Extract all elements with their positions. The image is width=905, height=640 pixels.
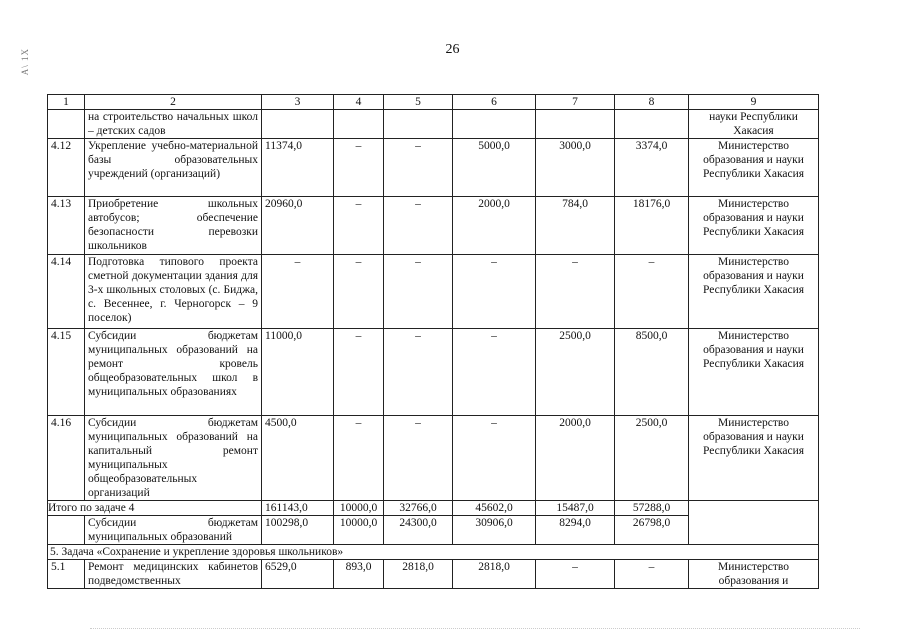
cell-y5: 3374,0 — [615, 139, 689, 197]
table-row — [48, 197, 819, 255]
header-cell: 9 — [689, 95, 819, 110]
cell-executor: Министерство образования и науки Республики Хакасия — [689, 197, 819, 255]
row-id: 4.14 — [48, 255, 85, 329]
cell-y2: 32766,0 — [384, 501, 453, 516]
cell-y5: 2500,0 — [615, 416, 689, 501]
row-id: 4.15 — [48, 329, 85, 416]
cell-y3: – — [453, 416, 536, 501]
cell-y3: 2000,0 — [453, 197, 536, 255]
cell-y4: – — [536, 560, 615, 589]
cell-y3: 45602,0 — [453, 501, 536, 516]
cell-total: – — [262, 255, 334, 329]
cell-y3: – — [453, 255, 536, 329]
cell-y2: – — [384, 416, 453, 501]
cell-y5 — [615, 110, 689, 139]
cell-y2: – — [384, 197, 453, 255]
row-id: 4.16 — [48, 416, 85, 501]
cell-y3: 2818,0 — [453, 560, 536, 589]
cell-total: 161143,0 — [262, 501, 334, 516]
cell-total: 11374,0 — [262, 139, 334, 197]
cell-total — [262, 110, 334, 139]
cell-executor: Министерство образования и науки Республики Хакасия — [689, 329, 819, 416]
total-row — [48, 501, 819, 516]
cell-executor: Министерство образования и науки Республики Хакасия — [689, 139, 819, 197]
header-row — [48, 95, 819, 110]
cell-total: 4500,0 — [262, 416, 334, 501]
row-description: Приобретение школьных автобусов; обеспечение безопасности перевозки школьников — [85, 197, 262, 255]
row-id: 5.1 — [48, 560, 85, 589]
cell-y1: 10000,0 — [334, 501, 384, 516]
budget-table — [47, 94, 819, 589]
table-row — [48, 560, 819, 589]
cell-y4: 15487,0 — [536, 501, 615, 516]
scan-edge — [90, 628, 860, 631]
row-description: Укрепление учебно-материальной базы образовательных учреждений (организаций) — [85, 139, 262, 197]
header-cell: 8 — [615, 95, 689, 110]
cell-y3: – — [453, 329, 536, 416]
cell-y5: – — [615, 560, 689, 589]
header-cell: 6 — [453, 95, 536, 110]
cell-y2: 2818,0 — [384, 560, 453, 589]
cell-y1: – — [334, 139, 384, 197]
cell-y4: 2000,0 — [536, 416, 615, 501]
cell-y5: 8500,0 — [615, 329, 689, 416]
cell-y2: – — [384, 329, 453, 416]
cell-y2: – — [384, 139, 453, 197]
cell-y5: – — [615, 255, 689, 329]
cell-y1: 893,0 — [334, 560, 384, 589]
page-number: 26 — [445, 42, 460, 57]
total-label: Итого по задаче 4 — [48, 501, 262, 516]
row-description: Субсидии бюджетам муниципальных образований на капитальный ремонт муниципальных общеобразовательных организаций — [85, 416, 262, 501]
cell-total: 11000,0 — [262, 329, 334, 416]
table-row — [48, 255, 819, 329]
cell-y1: – — [334, 197, 384, 255]
header-cell: 2 — [85, 95, 262, 110]
row-id — [48, 110, 85, 139]
section-row — [48, 545, 819, 560]
row-description: Подготовка типового проекта сметной документации здания для 3-х школьных столовых (с. Биджа, с. Весеннее, г. Черногорск – 9 поселок) — [85, 255, 262, 329]
row-id — [48, 516, 85, 545]
cell-y4: 8294,0 — [536, 516, 615, 545]
cell-executor: Министерство образования и науки Республики Хакасия — [689, 255, 819, 329]
cell-y2: 24300,0 — [384, 516, 453, 545]
cell-y2 — [384, 110, 453, 139]
table-row — [48, 329, 819, 416]
cell-y1 — [334, 110, 384, 139]
cell-executor: науки Республики Хакасия — [689, 110, 819, 139]
cell-y5: 18176,0 — [615, 197, 689, 255]
cell-y5: 57288,0 — [615, 501, 689, 516]
cell-y1: – — [334, 329, 384, 416]
cell-executor: Министерство образования и — [689, 560, 819, 589]
row-id: 4.13 — [48, 197, 85, 255]
cell-executor — [689, 501, 819, 545]
cell-y2: – — [384, 255, 453, 329]
cell-y3: 30906,0 — [453, 516, 536, 545]
cell-total: 20960,0 — [262, 197, 334, 255]
header-cell: 1 — [48, 95, 85, 110]
cell-y3: 5000,0 — [453, 139, 536, 197]
cell-y4: 3000,0 — [536, 139, 615, 197]
cell-y1: 10000,0 — [334, 516, 384, 545]
table-row — [48, 110, 819, 139]
cell-y5: 26798,0 — [615, 516, 689, 545]
row-description: Субсидии бюджетам муниципальных образований — [85, 516, 262, 545]
header-cell: 5 — [384, 95, 453, 110]
cell-total: 100298,0 — [262, 516, 334, 545]
header-cell: 4 — [334, 95, 384, 110]
row-description: Ремонт медицинских кабинетов подведомственных — [85, 560, 262, 589]
section-title: 5. Задача «Сохранение и укрепление здоровья школьников» — [48, 545, 819, 560]
cell-y1: – — [334, 255, 384, 329]
row-description: на строительство начальных школ – детских садов — [85, 110, 262, 139]
cell-executor: Министерство образования и науки Республики Хакасия — [689, 416, 819, 501]
cell-y4: 784,0 — [536, 197, 615, 255]
cell-y4 — [536, 110, 615, 139]
cell-y3 — [453, 110, 536, 139]
cell-y4: – — [536, 255, 615, 329]
cell-y4: 2500,0 — [536, 329, 615, 416]
cell-y1: – — [334, 416, 384, 501]
cell-total: 6529,0 — [262, 560, 334, 589]
margin-note: А\ 1Х — [20, 48, 30, 76]
header-cell: 3 — [262, 95, 334, 110]
row-description: Субсидии бюджетам муниципальных образований на ремонт кровель общеобразовательных школ в муниципальных образованиях — [85, 329, 262, 416]
table-row — [48, 139, 819, 197]
table-row — [48, 416, 819, 501]
header-cell: 7 — [536, 95, 615, 110]
row-id: 4.12 — [48, 139, 85, 197]
